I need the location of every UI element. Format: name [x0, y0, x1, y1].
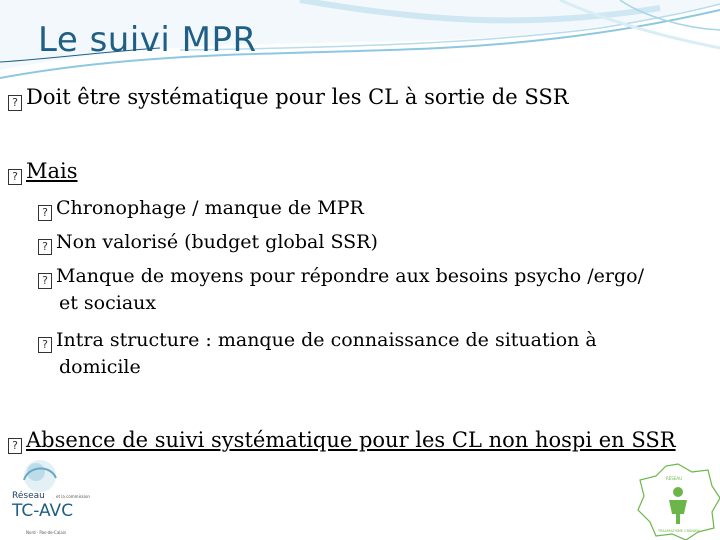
svg-text:Nord · Pas-de-Calais: Nord · Pas-de-Calais [26, 530, 67, 535]
bullet-text: Manque de moyens pour répondre aux besoins psycho /ergo/ [56, 265, 645, 287]
bullet-marker-icon: ? [38, 205, 52, 221]
bullet-text: Chronophage / manque de MPR [56, 197, 364, 219]
svg-text:TC-AVC: TC-AVC [12, 501, 74, 521]
bullet-text: Non valorisé (budget global SSR) [56, 231, 378, 253]
bullet-marker-icon: ? [38, 239, 52, 255]
bullet-text: Doit être systématique pour les CL à sortie de SSR [26, 85, 569, 109]
bullet-level2 [38, 195, 364, 222]
bullet-text: Intra structure : manque de connaissance de situation à [56, 329, 597, 351]
bullet-marker-icon: ? [38, 273, 52, 289]
bullet-marker-icon: ? [38, 337, 52, 353]
bullet-level2 [38, 263, 644, 317]
bullet-level2 [38, 229, 378, 256]
reseau-tc-avc-logo [6, 458, 116, 538]
bullet-marker-icon: ? [8, 95, 22, 111]
bullet-text-continuation: domicile [59, 356, 141, 378]
bullet-marker-icon: ? [8, 438, 22, 454]
bullet-level1 [8, 158, 78, 185]
slide-title: Le suivi MPR [38, 20, 257, 60]
bullet-text: Absence de suivi systématique pour les CL non hospi en SSR [26, 428, 676, 452]
bullet-level1 [8, 84, 569, 111]
svg-text:et la commission: et la commission [56, 494, 90, 499]
svg-text:TRAUMATISME CRÂNIEN: TRAUMATISME CRÂNIEN [658, 529, 700, 533]
partner-green-logo [636, 462, 720, 540]
svg-text:Réseau: Réseau [12, 491, 45, 501]
svg-text:RÉSEAU: RÉSEAU [666, 476, 683, 481]
bullet-marker-icon: ? [8, 169, 22, 185]
bullet-level1 [8, 427, 676, 454]
bullet-level2 [38, 327, 597, 381]
bullet-text: Mais [26, 159, 78, 183]
bullet-text-continuation: et sociaux [59, 292, 157, 314]
